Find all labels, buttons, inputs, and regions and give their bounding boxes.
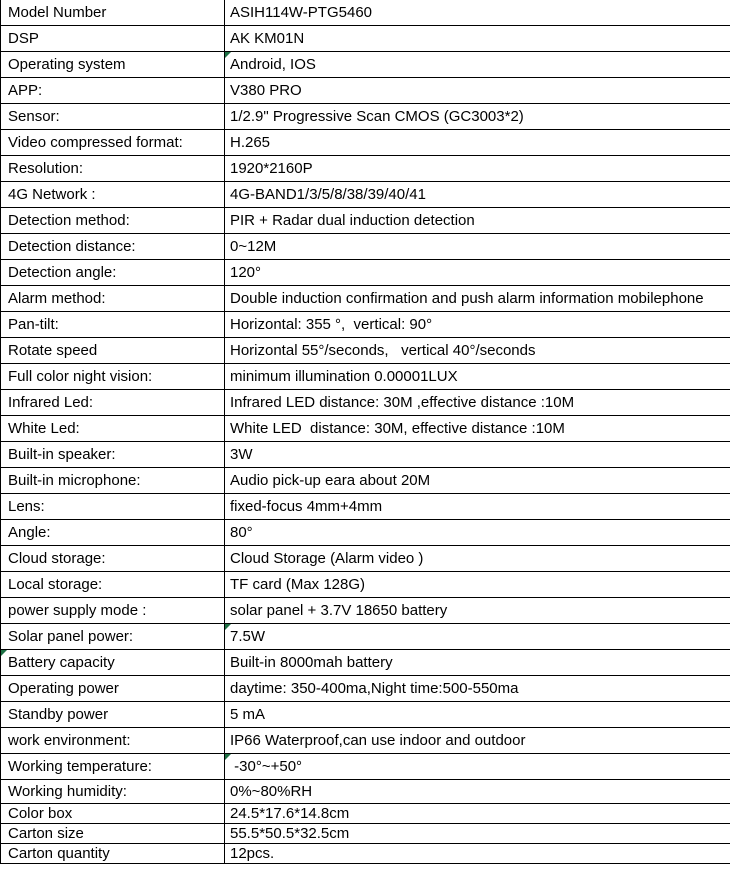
comment-marker-icon [225, 754, 231, 760]
spec-value: 7.5W [230, 628, 266, 645]
spec-value: solar panel + 3.7V 18650 battery [230, 602, 448, 619]
table-row [0, 676, 730, 702]
spec-value-cell[interactable] [225, 0, 730, 25]
table-row [0, 390, 730, 416]
table-row [0, 844, 730, 864]
spec-label-cell[interactable] [1, 804, 225, 823]
spec-value: 4G-BAND1/3/5/8/38/39/40/41 [230, 186, 426, 203]
spec-label: Carton size [8, 825, 84, 842]
spec-value-cell[interactable] [225, 804, 730, 823]
spec-label: Infrared Led: [8, 394, 94, 411]
spec-label-cell[interactable] [1, 390, 225, 415]
spec-value-cell[interactable] [225, 130, 730, 155]
spec-label-cell[interactable] [1, 234, 225, 259]
spec-label-cell[interactable] [1, 546, 225, 571]
spec-value-cell[interactable] [225, 468, 730, 493]
table-row [0, 442, 730, 468]
spec-value: 55.5*50.5*32.5cm [230, 825, 350, 842]
spec-label-cell[interactable] [1, 156, 225, 181]
spec-label: Detection distance: [8, 238, 136, 255]
table-row [0, 26, 730, 52]
spec-label-cell[interactable] [1, 824, 225, 843]
spec-label: Built-in microphone: [8, 472, 141, 489]
spec-label-cell[interactable] [1, 728, 225, 753]
spec-value-cell[interactable] [225, 702, 730, 727]
spec-label-cell[interactable] [1, 494, 225, 519]
spec-label: Alarm method: [8, 290, 106, 307]
spec-value: Audio pick-up eara about 20M [230, 472, 431, 489]
spec-label: Local storage: [8, 576, 103, 593]
spec-label-cell[interactable] [1, 676, 225, 701]
table-row [0, 598, 730, 624]
spec-label-cell[interactable] [1, 598, 225, 623]
spec-label: power supply mode : [8, 602, 147, 619]
spec-value-cell[interactable] [225, 844, 730, 863]
comment-marker-icon [1, 650, 7, 656]
spec-label-cell[interactable] [1, 442, 225, 467]
comment-marker-icon [225, 52, 231, 58]
spec-label-cell[interactable] [1, 416, 225, 441]
spec-value-cell[interactable] [225, 494, 730, 519]
table-row [0, 824, 730, 844]
spec-label-cell[interactable] [1, 182, 225, 207]
spec-value-cell[interactable] [225, 156, 730, 181]
spec-value-cell[interactable] [225, 442, 730, 467]
spec-label: Built-in speaker: [8, 446, 116, 463]
spec-label-cell[interactable] [1, 104, 225, 129]
spec-label: Color box [8, 805, 73, 822]
spec-value-cell[interactable] [225, 650, 730, 675]
spec-value: 120° [230, 264, 262, 281]
spec-value: fixed-focus 4mm+4mm [230, 498, 383, 515]
spec-value: Android, IOS [230, 56, 316, 73]
spec-label: Resolution: [8, 160, 84, 177]
table-row [0, 754, 730, 780]
spec-label: Pan-tilt: [8, 316, 59, 333]
spec-value-cell[interactable] [225, 624, 730, 649]
spec-label-cell[interactable] [1, 130, 225, 155]
table-row [0, 78, 730, 104]
spec-value: 0~12M [230, 238, 277, 255]
spec-label: Cloud storage: [8, 550, 106, 567]
spec-value-cell[interactable] [225, 338, 730, 363]
spec-label: work environment: [8, 732, 131, 749]
table-row [0, 156, 730, 182]
spec-value: Built-in 8000mah battery [230, 654, 393, 671]
spec-label: Carton quantity [8, 845, 110, 862]
spec-value: Double induction confirmation and push alarm information mobilephone [230, 290, 704, 307]
spec-label-cell[interactable] [1, 78, 225, 103]
spec-value-cell[interactable] [225, 572, 730, 597]
table-row [0, 520, 730, 546]
spec-label-cell[interactable] [1, 650, 225, 675]
spec-value: White LED distance: 30M, effective distance :10M [230, 420, 565, 437]
spec-value: 12pcs. [230, 845, 275, 862]
spec-value-cell[interactable] [225, 234, 730, 259]
spec-label: Detection method: [8, 212, 130, 229]
spec-label: Angle: [8, 524, 51, 541]
table-row [0, 52, 730, 78]
table-row [0, 494, 730, 520]
spec-value-cell[interactable] [225, 390, 730, 415]
spec-value: PIR + Radar dual induction detection [230, 212, 475, 229]
spec-value: -30°~+50° [230, 758, 303, 775]
spec-label-cell[interactable] [1, 468, 225, 493]
table-row [0, 130, 730, 156]
spec-label: Video compressed format: [8, 134, 183, 151]
table-row [0, 104, 730, 130]
spec-value-cell[interactable] [225, 780, 730, 803]
spec-value-cell[interactable] [225, 208, 730, 233]
spec-label-cell[interactable] [1, 286, 225, 311]
spec-value: 80° [230, 524, 253, 541]
spec-value-cell[interactable] [225, 364, 730, 389]
table-row [0, 572, 730, 598]
table-row [0, 234, 730, 260]
spec-value: H.265 [230, 134, 271, 151]
spec-value: 24.5*17.6*14.8cm [230, 805, 350, 822]
spec-value: Infrared LED distance: 30M ,effective distance :10M [230, 394, 575, 411]
spec-value: Cloud Storage (Alarm video ) [230, 550, 424, 567]
spec-label: Rotate speed [8, 342, 98, 359]
spec-label-cell[interactable] [1, 572, 225, 597]
table-row [0, 286, 730, 312]
spec-label-cell[interactable] [1, 208, 225, 233]
table-row [0, 416, 730, 442]
table-row [0, 208, 730, 234]
spec-label: Standby power [8, 706, 109, 723]
spec-value-cell[interactable] [225, 676, 730, 701]
table-row [0, 0, 730, 26]
spec-value-cell[interactable] [225, 104, 730, 129]
spec-value: 1920*2160P [230, 160, 313, 177]
spec-value: ASIH114W-PTG5460 [230, 4, 373, 21]
spec-value-cell[interactable] [225, 26, 730, 51]
spec-value: IP66 Waterproof,can use indoor and outdoor [230, 732, 526, 749]
spec-label-cell[interactable] [1, 520, 225, 545]
spec-label-cell[interactable] [1, 702, 225, 727]
spec-value: daytime: 350-400ma,Night time:500-550ma [230, 680, 519, 697]
spec-label: Full color night vision: [8, 368, 153, 385]
spec-value-cell[interactable] [225, 754, 730, 779]
spec-label: Working temperature: [8, 758, 152, 775]
spec-label: APP: [8, 82, 43, 99]
spec-value-cell[interactable] [225, 52, 730, 77]
spec-label: Sensor: [8, 108, 60, 125]
spec-label: Operating system [8, 56, 126, 73]
spec-value: minimum illumination 0.00001LUX [230, 368, 458, 385]
table-row [0, 364, 730, 390]
table-row [0, 312, 730, 338]
spec-label-cell[interactable] [1, 624, 225, 649]
spec-value-cell[interactable] [225, 416, 730, 441]
table-row [0, 650, 730, 676]
spec-value-cell[interactable] [225, 312, 730, 337]
spec-label: DSP [8, 30, 39, 47]
spec-label: White Led: [8, 420, 80, 437]
table-row [0, 468, 730, 494]
spec-value: 3W [230, 446, 253, 463]
table-row [0, 702, 730, 728]
spec-value: AK KM01N [230, 30, 305, 47]
spec-value-cell[interactable] [225, 824, 730, 843]
table-row [0, 338, 730, 364]
table-row [0, 546, 730, 572]
spec-value-cell[interactable] [225, 182, 730, 207]
spec-label: Detection angle: [8, 264, 117, 281]
spec-value: 0%~80%RH [230, 783, 313, 800]
comment-marker-icon [225, 624, 231, 630]
spec-value: Horizontal 55°/seconds, vertical 40°/seconds [230, 342, 536, 359]
spec-label-cell[interactable] [1, 52, 225, 77]
spec-value: TF card (Max 128G) [230, 576, 366, 593]
spec-value: 1/2.9" Progressive Scan CMOS (GC3003*2) [230, 108, 524, 125]
spec-label: Model Number [8, 4, 107, 21]
spec-label-cell[interactable] [1, 26, 225, 51]
spec-label-cell[interactable] [1, 844, 225, 863]
spec-value-cell[interactable] [225, 78, 730, 103]
spec-label-cell[interactable] [1, 364, 225, 389]
spec-label: Lens: [8, 498, 45, 515]
table-row [0, 780, 730, 804]
spec-label: Solar panel power: [8, 628, 134, 645]
spec-value-cell[interactable] [225, 546, 730, 571]
spec-label-cell[interactable] [1, 0, 225, 25]
spec-label: 4G Network : [8, 186, 96, 203]
spec-label: Working humidity: [8, 783, 127, 800]
spec-label: Operating power [8, 680, 119, 697]
spec-value-cell[interactable] [225, 286, 730, 311]
spec-label-cell[interactable] [1, 754, 225, 779]
spec-value: V380 PRO [230, 82, 302, 99]
spec-value-cell[interactable] [225, 260, 730, 285]
spec-label-cell[interactable] [1, 338, 225, 363]
spec-value-cell[interactable] [225, 520, 730, 545]
spec-label-cell[interactable] [1, 780, 225, 803]
spec-value-cell[interactable] [225, 728, 730, 753]
spec-label: Battery capacity [8, 654, 115, 671]
table-row [0, 728, 730, 754]
table-row [0, 624, 730, 650]
table-row [0, 260, 730, 286]
spec-value-cell[interactable] [225, 598, 730, 623]
spec-label-cell[interactable] [1, 312, 225, 337]
table-row [0, 804, 730, 824]
spec-value: Horizontal: 355 °, vertical: 90° [230, 316, 433, 333]
spec-value: 5 mA [230, 706, 266, 723]
table-row [0, 182, 730, 208]
spec-label-cell[interactable] [1, 260, 225, 285]
